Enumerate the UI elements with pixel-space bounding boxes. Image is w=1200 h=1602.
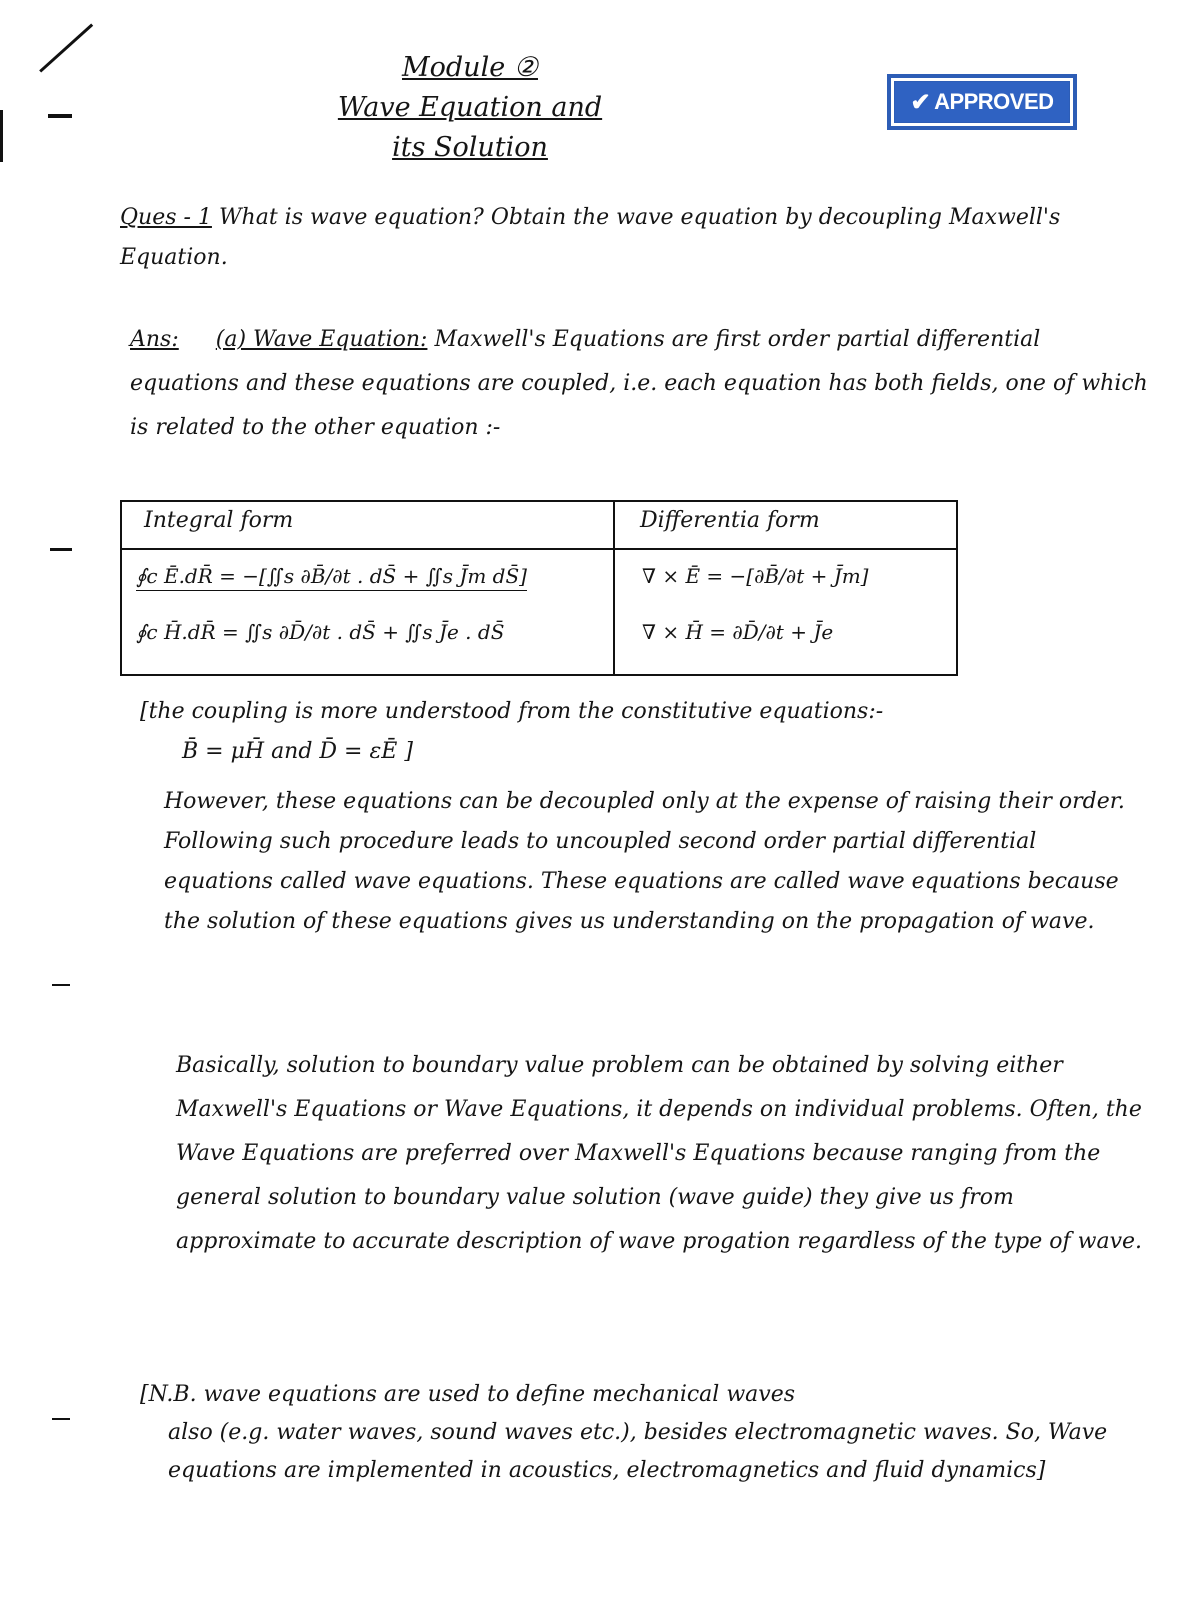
table-header-integral: Integral form [144, 508, 294, 533]
table-cell-integral-ampere: ∮c H̄.dR̄ = ∬s ∂D̄/∂t . dS̄ + ∬s J̄e . dS̄ [136, 620, 505, 644]
coupling-line-1: [the coupling is more understood from the constitutive equations:- [140, 699, 884, 724]
page-title [300, 48, 640, 168]
margin-dash-mark [52, 984, 70, 986]
table-header-divider [122, 548, 956, 550]
question-text: What is wave equation? Obtain the wave equation by decoupling Maxwell's Equation. [120, 205, 1061, 270]
solution-paragraph-text: Basically, solution to boundary value problem can be obtained by solving either Maxwell's Equations or Wave Equations, it depends on individual problems. Often, the Wave Equations are preferred over Maxwell's Equations because ranging from the general solution to boundary value solution (wave guide) they give us from approximate to accurate description of wave progation regardless of the type of wave. [176, 1053, 1143, 1254]
coupling-line-2: B̄ = μH̄ and D̄ = εĒ ] [182, 739, 413, 764]
nb-rest: also (e.g. water waves, sound waves etc.), besides electromagnetic waves. So, Wave equations are implemented in acoustics, electromagnetics and fluid dynamics] [168, 1420, 1108, 1483]
margin-edge-mark [0, 110, 3, 162]
title-line-3: its Solution [392, 132, 548, 163]
approved-stamp [887, 74, 1077, 130]
title-line-2: Wave Equation and [337, 92, 603, 123]
margin-dash-mark [52, 1418, 70, 1420]
maxwell-equations-table [120, 500, 958, 676]
nb-note [140, 1376, 1140, 1490]
answer [130, 318, 1150, 450]
answer-text: Maxwell's Equations are first order partial differential equations and these equations are coupled, i.e. each equation has both fields, one of which is related to the other equation :- [130, 327, 1148, 440]
table-cell-differential-ampere: ∇ × H̄ = ∂D̄/∂t + J̄e [642, 620, 834, 644]
margin-dash-mark [48, 114, 72, 118]
coupling-note [140, 692, 1160, 772]
table-cell-differential-faraday: ∇ × Ē = −[∂B̄/∂t + J̄m] [642, 564, 869, 588]
table-header-differential: Differentia form [640, 508, 820, 533]
question-label: Ques - 1 [120, 205, 212, 230]
answer-label: Ans: [130, 327, 179, 352]
margin-dash-mark [50, 548, 72, 551]
decoupling-paragraph-text: However, these equations can be decoupled only at the expense of raising their order. Following such procedure leads to uncoupled second order partial differential equations called wave equations. These equations are called wave equations because the solution of these equations gives us understanding on the propagation of wave. [164, 789, 1125, 934]
table-cell-integral-faraday: ∮c Ē.dR̄ = −[∬s ∂B̄/∂t . dS̄ + ∬s J̄m dS̄] [136, 564, 527, 591]
question [120, 198, 1150, 278]
margin-slash-mark [39, 23, 93, 72]
table-column-divider [613, 502, 615, 674]
check-icon: ✔ [910, 88, 931, 116]
answer-subheading: (a) Wave Equation: [215, 327, 428, 352]
nb-line-1: [N.B. wave equations are used to define mechanical waves [140, 1382, 796, 1407]
solution-paragraph [132, 1044, 1152, 1264]
decoupling-paragraph [140, 782, 1150, 942]
stamp-label: APPROVED [934, 89, 1054, 114]
title-line-1: Module ② [402, 52, 538, 83]
